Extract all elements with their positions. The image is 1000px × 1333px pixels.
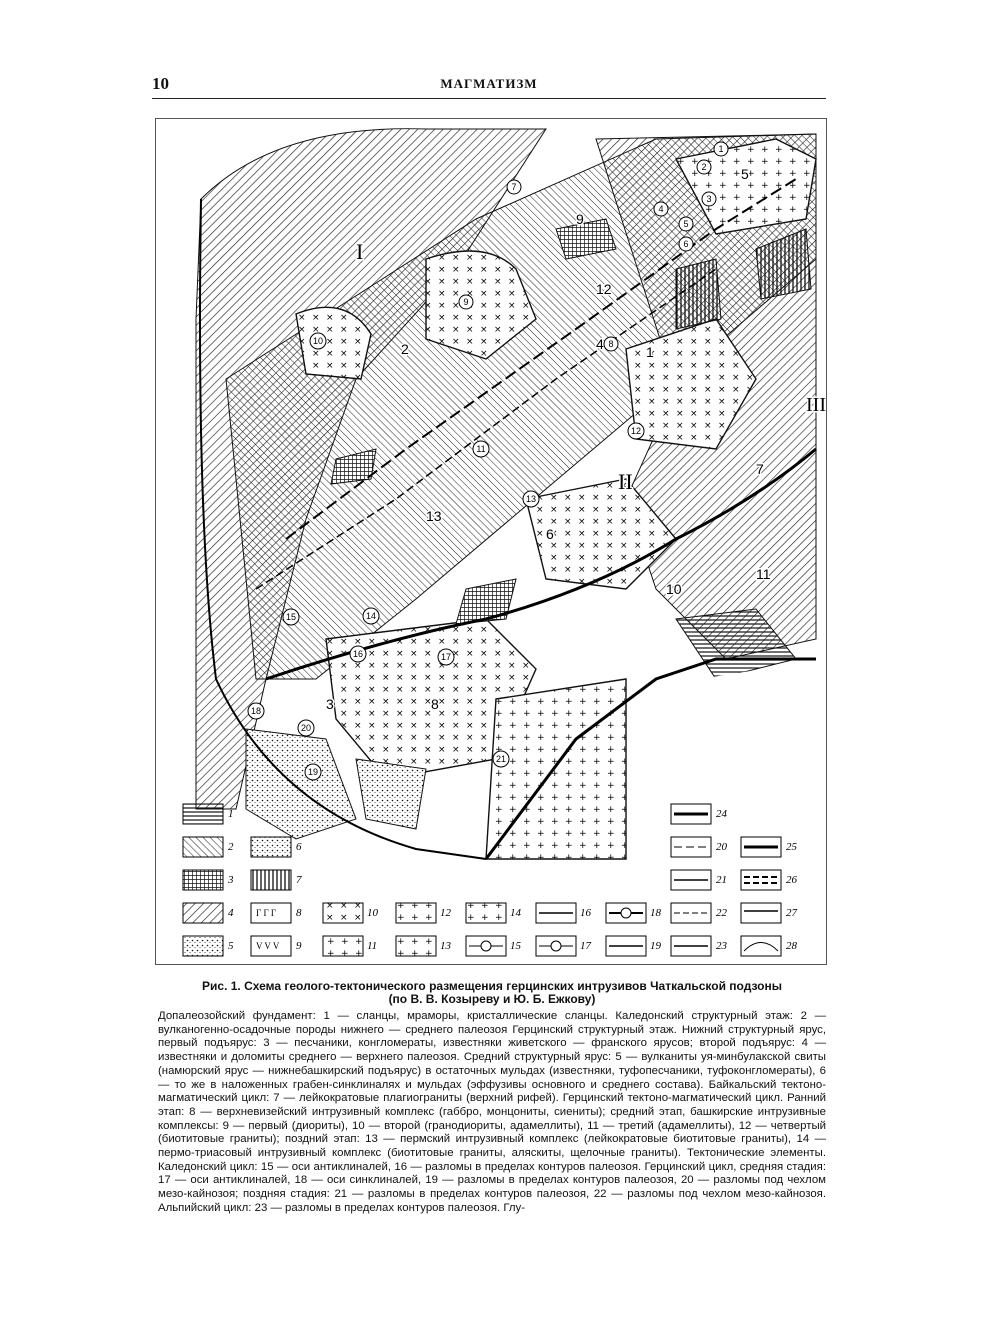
body-paragraph: Допалеозойский фундамент: 1 — сланцы, мраморы, кристаллические сланцы. Каледонский структурный этаж: 2 — вулканогенно-осадочные породы нижнего — среднего палеозоя Герцинский структурный этаж. Нижний структурный ярус, первый подъярус: 3 — песчаники, конгломераты, известняки живетского — франского ярусов; второй подъярус: 4 — известняки и доломиты среднего — верхнего палеозоя. Средний структурный ярус: 5 — вулканиты уя-минбулакской свиты (намюрский ярус — нижнебашкирский подъярус) в остаточных мульдах (известняки, туфопесчаники, туфоконгломераты), 6 — то же в наложенных грабен-синклиналях и мульдах (эффузивы основного и среднего состава). Байкальский тектоно-магматический цикл: 7 — лейкократовые плагиограниты (верхний рифей). Герцинский тектоно-магматический цикл. Ранний этап: 8 — верхневизейский интрузивный комплекс (габбро, монцониты, сиениты); средний этап, башкирские интрузивные комплексы: 9 — первый (диориты), 10 — второй (гранодиориты, адамеллиты), 11 — третий (адамеллиты), 12 — четвертый (биотитовые граниты); поздний этап: 13 — пермский интрузивный комплекс (лейкократовые биотитовые граниты), 14 — пермо-триасовый интрузивный комплекс (биотитовые граниты, аляскиты, щелочные граниты). Тектонические элементы. Каледонский цикл: 15 — оси антиклиналей, 16 — разломы в пределах контуров палеозоя. Герцинский цикл, средняя стадия: 17 — оси антиклиналей, 18 — оси синклиналей, 19 — разломы в пределах контуров палеозоя, 20 — разломы под чехлом мезо-кайнозоя; поздняя стадия: 21 — разломы в пределах контуров палеозоя, 22 — разломы под чехлом мезо-кайнозоя. Альпийский цикл: 23 — разломы в пределах контуров палеозоя. Глу- [158,1010,826,1214]
svg-text:12: 12 [630,426,642,436]
svg-text:1: 1 [228,808,234,820]
page-header [152,72,826,99]
roman-label-3: III [806,394,826,416]
svg-text:4: 4 [228,907,234,919]
svg-text:10: 10 [367,907,378,919]
svg-text:8: 8 [431,696,439,712]
svg-text:6: 6 [546,526,554,542]
page-number: 10 [152,74,169,93]
svg-text:21: 21 [716,874,727,886]
svg-text:17: 17 [440,652,452,662]
svg-text:11: 11 [756,566,771,582]
figure-caption [158,980,826,1006]
svg-text:13: 13 [440,940,451,952]
svg-text:12: 12 [596,281,612,297]
svg-text:23: 23 [716,940,727,952]
svg-text:9: 9 [463,297,469,307]
legend-explanation-text [158,1010,826,1216]
svg-text:12: 12 [440,907,451,919]
svg-text:22: 22 [716,907,727,919]
svg-text:27: 27 [786,907,797,919]
running-title: МАГМАТИЗМ [440,76,538,91]
svg-text:14: 14 [365,611,377,621]
svg-text:9: 9 [576,211,584,227]
svg-text:28: 28 [786,940,797,952]
svg-text:17: 17 [580,940,591,952]
svg-text:13: 13 [525,494,537,504]
svg-text:4: 4 [658,204,664,214]
svg-text:8: 8 [296,907,302,919]
svg-text:20: 20 [716,841,727,853]
svg-text:3: 3 [228,874,234,886]
svg-text:Г Г Г: Г Г Г [256,908,277,918]
svg-text:6: 6 [683,239,689,249]
svg-text:14: 14 [510,907,521,919]
svg-text:18: 18 [650,907,661,919]
svg-text:V V V: V V V [256,941,280,951]
svg-text:11: 11 [367,940,378,952]
svg-text:1: 1 [646,344,654,360]
svg-text:16: 16 [352,649,364,659]
svg-text:8: 8 [608,339,614,349]
svg-text:2: 2 [401,341,409,357]
geological-map-figure [155,118,827,965]
svg-text:20: 20 [300,723,312,733]
geological-map [156,119,826,964]
svg-text:13: 13 [426,508,442,524]
svg-text:6: 6 [296,841,302,853]
svg-text:11: 11 [476,444,486,454]
svg-text:15: 15 [510,940,521,952]
svg-text:4: 4 [596,336,604,352]
roman-label-1: I [356,239,364,264]
svg-text:3: 3 [706,194,712,204]
svg-text:3: 3 [326,696,334,712]
svg-text:7: 7 [511,182,517,192]
svg-text:19: 19 [650,940,661,952]
svg-text:5: 5 [741,166,749,182]
svg-text:5: 5 [228,940,234,952]
svg-text:10: 10 [666,581,682,597]
svg-text:21: 21 [495,754,507,764]
svg-text:2: 2 [701,162,707,172]
svg-text:7: 7 [756,461,764,477]
caption-line-1: Рис. 1. Схема геолого-тектонического размещения герцинских интрузивов Чаткальской подзоны [202,979,782,993]
svg-text:1: 1 [718,144,724,154]
svg-text:19: 19 [307,767,319,777]
svg-text:24: 24 [716,808,727,820]
svg-text:15: 15 [285,612,297,622]
svg-text:18: 18 [250,706,262,716]
svg-text:16: 16 [580,907,591,919]
svg-text:9: 9 [296,940,302,952]
svg-text:7: 7 [296,874,302,886]
svg-text:26: 26 [786,874,797,886]
roman-label-2: II [618,469,633,494]
svg-text:25: 25 [786,841,797,853]
svg-text:10: 10 [312,336,324,346]
svg-text:5: 5 [683,219,689,229]
svg-text:2: 2 [228,841,234,853]
caption-line-2: (по В. В. Козыреву и Ю. Б. Ежкову) [388,992,596,1006]
